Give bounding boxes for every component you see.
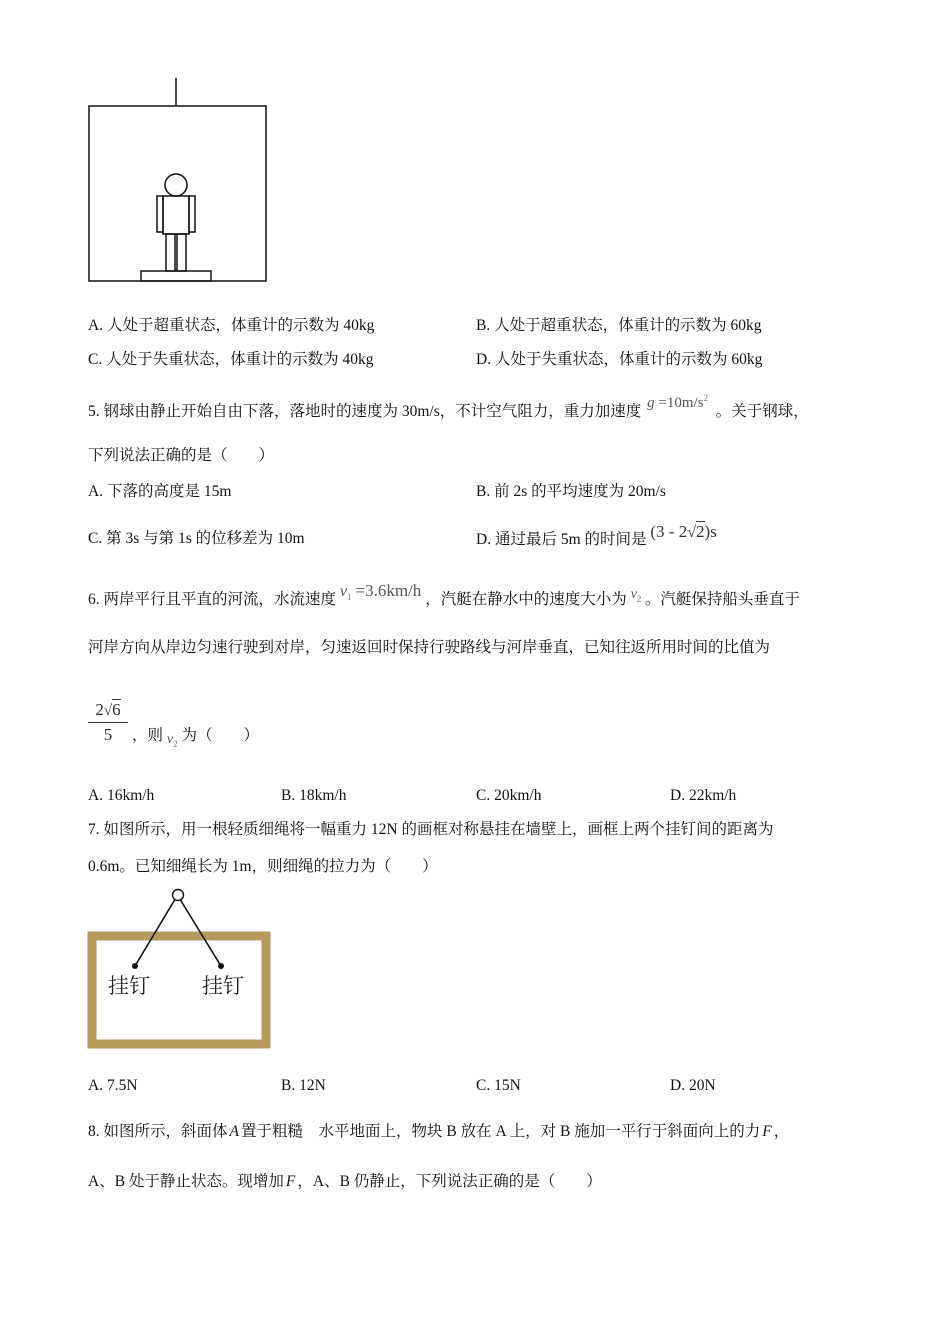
q5-option-b[interactable]: B. 前 2s 的平均速度为 20m/s bbox=[476, 483, 666, 500]
q6-stem bbox=[88, 581, 800, 615]
q8-stem-line2 bbox=[88, 1172, 602, 1192]
q7-option-c[interactable]: C. 15N bbox=[476, 1077, 521, 1094]
q6-ratio-denominator: 5 bbox=[103, 725, 113, 744]
person-arm-right bbox=[189, 196, 195, 232]
q6-option-d[interactable]: D. 22km/h bbox=[670, 787, 737, 804]
q5-option-a[interactable]: A. 下落的高度是 15m bbox=[88, 483, 232, 500]
q5-stem bbox=[88, 393, 809, 422]
scale bbox=[141, 271, 211, 281]
q6-v2-symbol-2: v bbox=[166, 732, 174, 747]
q7-option-b[interactable]: B. 12N bbox=[281, 1077, 326, 1094]
q6-v2-formula bbox=[631, 587, 645, 602]
q5-stem-part2: 。关于钢球， bbox=[715, 403, 809, 420]
q6-v2-sub-2: 2 bbox=[173, 738, 178, 749]
sqrt-sign: √ bbox=[103, 703, 113, 719]
q6-v2-symbol: v bbox=[630, 587, 637, 602]
person-head bbox=[165, 174, 187, 196]
q5-stem-part1: 5. 钢球由静止开始自由下落，落地时的速度为 30m/s，不计空气阻力，重力加速度 bbox=[88, 403, 642, 420]
q5-option-d-math bbox=[650, 522, 716, 541]
q4-option-b[interactable]: B. 人处于超重状态，体重计的示数为 60kg bbox=[476, 317, 762, 334]
hook-right bbox=[218, 963, 224, 969]
q7-option-a[interactable]: A. 7.5N bbox=[88, 1077, 138, 1094]
fraction-bar bbox=[88, 722, 128, 723]
q5-d-open: (3 - 2 bbox=[650, 522, 688, 541]
q6-stem-line3 bbox=[132, 726, 259, 751]
hook-left bbox=[132, 963, 138, 969]
q5-option-d-text: D. 通过最后 5m 的时间是 bbox=[476, 531, 647, 548]
picture-frame-svg bbox=[86, 886, 272, 1051]
q6-stem-part2: ，汽艇在静水中的速度大小为 bbox=[425, 591, 627, 608]
q7-option-d[interactable]: D. 20N bbox=[670, 1077, 716, 1094]
q5-g-formula bbox=[647, 395, 712, 411]
hook-label-left: 挂钉 bbox=[108, 974, 150, 998]
q5-option-c[interactable]: C. 第 3s 与第 1s 的位移差为 10m bbox=[88, 530, 305, 547]
person-leg-left bbox=[166, 234, 175, 271]
q6-line3-b: 为（ ） bbox=[181, 727, 259, 744]
q6-option-a[interactable]: A. 16km/h bbox=[88, 787, 155, 804]
person-body bbox=[163, 196, 189, 234]
q8-f-symbol: F bbox=[762, 1123, 772, 1140]
hook-label-right: 挂钉 bbox=[202, 974, 244, 998]
wall-nail bbox=[173, 890, 184, 901]
q8-line2-b: ，A、B 仍静止，下列说法正确的是（ ） bbox=[297, 1173, 602, 1190]
q5-option-d[interactable] bbox=[476, 522, 717, 550]
q8-f-symbol-2: F bbox=[285, 1173, 296, 1190]
q5-d-root: 2 bbox=[696, 522, 705, 541]
q8-line1-b: 置于粗糙 水平地面上，物块 B 放在 A 上，对 B 施加一平行于斜面向上的力 bbox=[240, 1123, 761, 1140]
sqrt-sign: √ bbox=[687, 524, 696, 541]
q5-g-symbol: g bbox=[647, 395, 655, 411]
q5-stem-line2: 下列说法正确的是（ ） bbox=[88, 447, 275, 464]
q6-stem-part1: 6. 两岸平行且平直的河流，水流速度 bbox=[88, 591, 337, 608]
picture-frame-figure bbox=[86, 886, 272, 1051]
q6-stem-part3: 。汽艇保持船头垂直于 bbox=[644, 591, 800, 608]
q6-ratio-fraction bbox=[88, 700, 128, 745]
string-right bbox=[178, 896, 221, 966]
q4-option-a[interactable]: A. 人处于超重状态，体重计的示数为 40kg bbox=[88, 317, 375, 334]
q6-option-c[interactable]: C. 20km/h bbox=[476, 787, 542, 804]
q7-stem-line2: 0.6m。已知细绳长为 1m，则细绳的拉力为（ ） bbox=[88, 858, 438, 875]
q6-v2-sub: 2 bbox=[636, 593, 642, 604]
q8-line1-c: ， bbox=[773, 1123, 790, 1140]
q5-g-exp: 2 bbox=[703, 393, 709, 403]
person-leg-right bbox=[177, 234, 186, 271]
elevator-figure bbox=[86, 78, 270, 284]
person-arm-left bbox=[157, 196, 163, 232]
q5-d-close: )s bbox=[704, 522, 717, 541]
q8-line2-a: A、B 处于静止状态。现增加 bbox=[88, 1173, 284, 1190]
q6-line3-a: ，则 bbox=[132, 727, 164, 744]
q6-stem-line2: 河岸方向从岸边匀速行驶到对岸，匀速返回时保持行驶路线与河岸垂直，已知往返所用时间的比值为 bbox=[88, 639, 771, 656]
q6-option-b[interactable]: B. 18km/h bbox=[281, 787, 347, 804]
q4-option-d[interactable]: D. 人处于失重状态，体重计的示数为 60kg bbox=[476, 351, 763, 368]
q6-ratio-numerator bbox=[88, 700, 128, 720]
q8-a-symbol: A bbox=[229, 1123, 239, 1140]
q6-ratio-root: 6 bbox=[112, 700, 121, 719]
q6-v1-symbol: v bbox=[339, 583, 347, 600]
q6-v1-formula bbox=[339, 581, 425, 603]
q6-v1-value: =3.6km/h bbox=[355, 581, 422, 600]
q8-stem-line1 bbox=[88, 1122, 789, 1142]
q6-ratio-coef: 2 bbox=[95, 700, 104, 719]
q6-v2-formula-2 bbox=[167, 732, 178, 747]
string-left bbox=[135, 896, 177, 966]
q8-line1-a: 8. 如图所示，斜面体 bbox=[88, 1123, 228, 1140]
q4-option-c[interactable]: C. 人处于失重状态，体重计的示数为 40kg bbox=[88, 351, 374, 368]
q5-g-value: =10m/s bbox=[658, 395, 704, 411]
q6-v1-sub: 1 bbox=[347, 592, 352, 603]
q7-stem-line1: 7. 如图所示，用一根轻质细绳将一幅重力 12N 的画框对称悬挂在墙壁上，画框上两个挂钉间的距离为 bbox=[88, 821, 774, 838]
